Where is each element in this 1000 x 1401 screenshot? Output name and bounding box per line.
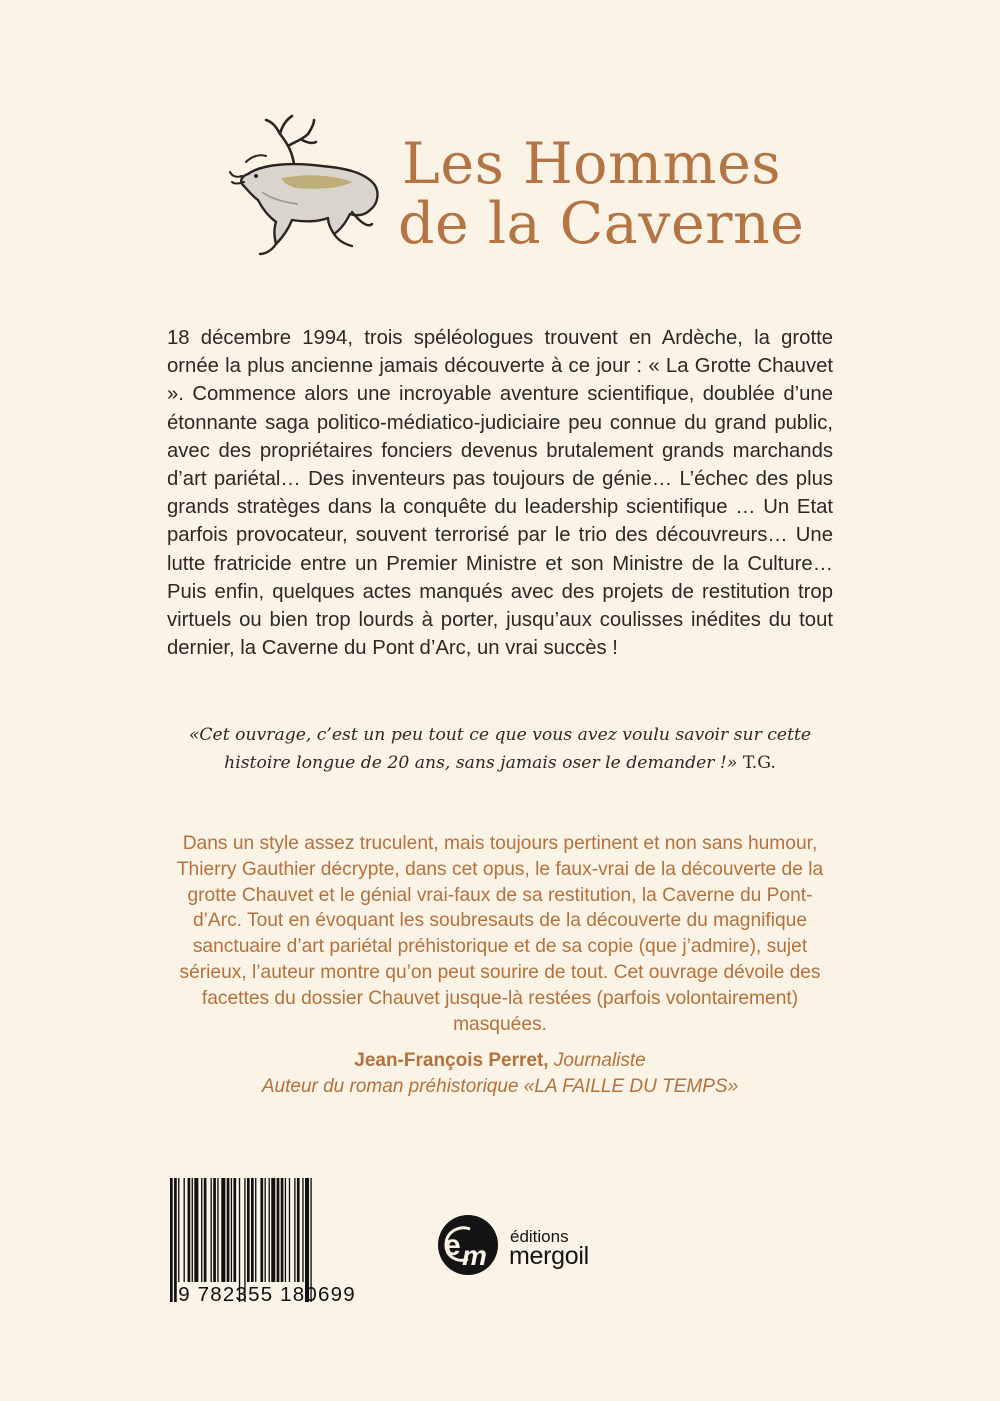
publisher-line1: éditions bbox=[510, 1227, 569, 1246]
byline-line2: Auteur du roman préhistorique «LA FAILLE DU TEMPS» bbox=[261, 1076, 739, 1097]
barcode-bar bbox=[297, 1178, 300, 1282]
book-title-line2: de la Caverne bbox=[398, 191, 805, 257]
barcode-bar bbox=[255, 1178, 256, 1282]
title-block bbox=[222, 112, 822, 272]
barcode-bar bbox=[227, 1178, 230, 1282]
publisher-logo bbox=[436, 1213, 616, 1283]
barcode-bar bbox=[247, 1178, 250, 1282]
barcode-number: 9 782355 180699 bbox=[178, 1283, 356, 1306]
reviewer-name: Jean-François Perret, bbox=[354, 1050, 549, 1071]
barcode-bar bbox=[211, 1178, 212, 1282]
svg-text:m: m bbox=[462, 1240, 487, 1271]
synopsis-paragraph: 18 décembre 1994, trois spéléologues trouvent en Ardèche, la grotte ornée la plus ancienne jamais découverte à ce jour : « La Grotte Chauvet ». Commence alors une incroyable aventure scientifique, doublée d’une étonnante saga politico-médiatico-judiciaire peu connue du grand public, avec des propriétaires fonciers devenus brutalement grands marchands d’art pariétal… Des inventeurs pas toujours de génie… L’échec des plus grands stratèges dans la conquête du leadership scientifique … Un Etat parfois provocateur, souvent terrorisé par le trio des découvreurs… Une lutte fratricide entre un Premier Ministre et son Ministre de la Culture… Puis enfin, quelques actes manqués avec des projets de restitution trop virtuels ou bien trop lourds à porter, jusqu’aux coulisses inédites du tout dernier, la Caverne du Pont d’Arc, un vrai succès ! bbox=[167, 327, 833, 660]
barcode-bar bbox=[213, 1178, 216, 1282]
barcode-bar bbox=[194, 1178, 198, 1282]
barcode-bar bbox=[188, 1178, 191, 1282]
barcode-bar bbox=[265, 1178, 266, 1282]
barcode-bar bbox=[192, 1178, 193, 1282]
barcode-bar bbox=[271, 1178, 275, 1282]
quote-text: «Cet ouvrage, c’est un peu tout ce que vous avez voulu savoir sur cette histoire longue de 20 ans, sans jamais oser le demander !» bbox=[188, 725, 812, 773]
barcode-bar bbox=[231, 1178, 232, 1282]
reindeer-cave-painting-icon bbox=[222, 112, 392, 262]
publisher-line2: mergoil bbox=[509, 1242, 589, 1270]
byline-line1 bbox=[150, 1048, 850, 1074]
barcode-bar bbox=[289, 1178, 290, 1282]
barcode-bar bbox=[217, 1178, 218, 1282]
barcode-bar bbox=[201, 1178, 202, 1282]
author-quote bbox=[160, 722, 840, 777]
barcode-bar bbox=[281, 1178, 284, 1282]
review-paragraph: Dans un style assez truculent, mais toujours pertinent et non sans humour, Thierry Gauthier décrypte, dans cet opus, le faux-vrai de la découverte de la grotte Chauvet et le génial vrai-faux de sa restitution, la Caverne du Pont-d’Arc. Tout en évoquant les soubresauts de la découverte du magnifique sanctuaire d’art pariétal préhistorique et de sa copie (que j’admire), sujet sérieux, l’auteur montre qu’on peut sourire de tout. Cet ouvrage dévoile des facettes du dossier Chauvet jusque-là restées (parfois volontairement) masquées. bbox=[176, 833, 824, 1035]
barcode-bar bbox=[302, 1178, 303, 1282]
svg-text:e: e bbox=[444, 1229, 461, 1262]
reviewer-role: Journaliste bbox=[553, 1050, 646, 1071]
barcode-bar bbox=[178, 1178, 179, 1282]
barcode-bar bbox=[294, 1178, 295, 1282]
book-title bbox=[398, 131, 805, 257]
publisher-mark-icon bbox=[436, 1213, 500, 1277]
barcode-bar bbox=[221, 1178, 225, 1282]
barcode-bar bbox=[251, 1178, 254, 1282]
quote-author: T.G. bbox=[742, 752, 776, 773]
barcode-bar bbox=[204, 1178, 207, 1282]
barcode-bar bbox=[233, 1178, 236, 1282]
barcode-bar bbox=[269, 1178, 270, 1282]
barcode-bar bbox=[285, 1178, 286, 1282]
barcode-bar bbox=[184, 1178, 185, 1282]
barcode-bar bbox=[260, 1178, 263, 1282]
book-title-line1: Les Hommes bbox=[402, 131, 782, 197]
barcode-bar bbox=[277, 1178, 280, 1282]
review-byline bbox=[150, 1048, 850, 1100]
